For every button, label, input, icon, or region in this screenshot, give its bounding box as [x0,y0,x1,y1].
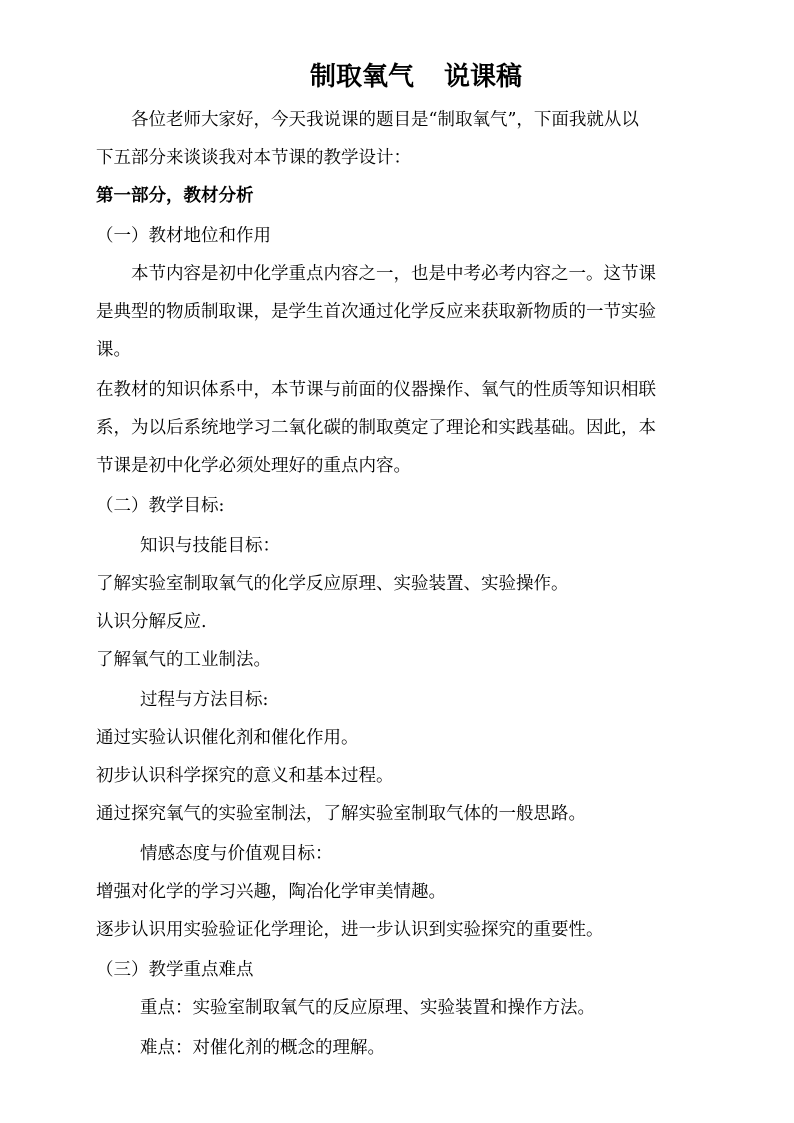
knowledge-goals-heading: 知识与技能目标： [140,536,280,556]
part1-heading: 第一部分，教材分析 [96,186,254,206]
knowledge-goal-item: 了解氧气的工业制法。 [96,650,271,670]
section3-heading: （三）教学重点难点 [96,960,254,980]
process-goals-heading: 过程与方法目标: [140,690,269,710]
emotion-goals-heading: 情感态度与价值观目标： [140,844,333,864]
difficulty-text: 难点：对催化剂的概念的理解。 [140,1038,385,1058]
emotion-goal-item: 逐步认识用实验验证化学理论，进一步认识到实验探究的重要性。 [96,920,604,940]
process-goal-item: 初步认识科学探究的意义和基本过程。 [96,766,394,786]
knowledge-goal-item: 了解实验室制取氧气的化学反应原理、实验装置、实验操作。 [96,574,569,594]
key-point-text: 重点：实验室制取氧气的反应原理、实验装置和操作方法。 [140,998,595,1018]
title-doc-type: 说课稿 [444,62,523,92]
section1-paragraph2-line3: 节课是初中化学必须处理好的重点内容。 [96,456,411,476]
section1-paragraph1-line1: 本节内容是初中化学重点内容之一，也是中考必考内容之一。这节课 [131,264,656,284]
intro-line-2: 下五部分来谈谈我对本节课的教学设计： [96,148,411,168]
section1-paragraph1-line3: 课。 [96,340,131,360]
intro-line-1: 各位老师大家好，今天我说课的题目是“制取氧气”，下面我就从以 [131,110,639,130]
title-topic: 制取氧气 [310,62,415,92]
knowledge-goal-item: 认识分解反应. [96,612,207,632]
process-goal-item: 通过实验认识催化剂和催化作用。 [96,728,359,748]
emotion-goal-item: 增强对化学的学习兴趣，陶冶化学审美情趣。 [96,882,446,902]
section1-heading: （一）教材地位和作用 [96,226,271,246]
section1-paragraph2-line2: 系，为以后系统地学习二氧化碳的制取奠定了理论和实践基础。因此，本 [96,418,656,438]
section1-paragraph1-line2: 是典型的物质制取课，是学生首次通过化学反应来获取新物质的一节实验 [96,302,656,322]
document-title [310,60,522,94]
section2-heading: （二）教学目标: [96,496,225,516]
process-goal-item: 通过探究氧气的实验室制法，了解实验室制取气体的一般思路。 [96,804,586,824]
section1-paragraph2-line1: 在教材的知识体系中，本节课与前面的仪器操作、氧气的性质等知识相联 [96,380,656,400]
